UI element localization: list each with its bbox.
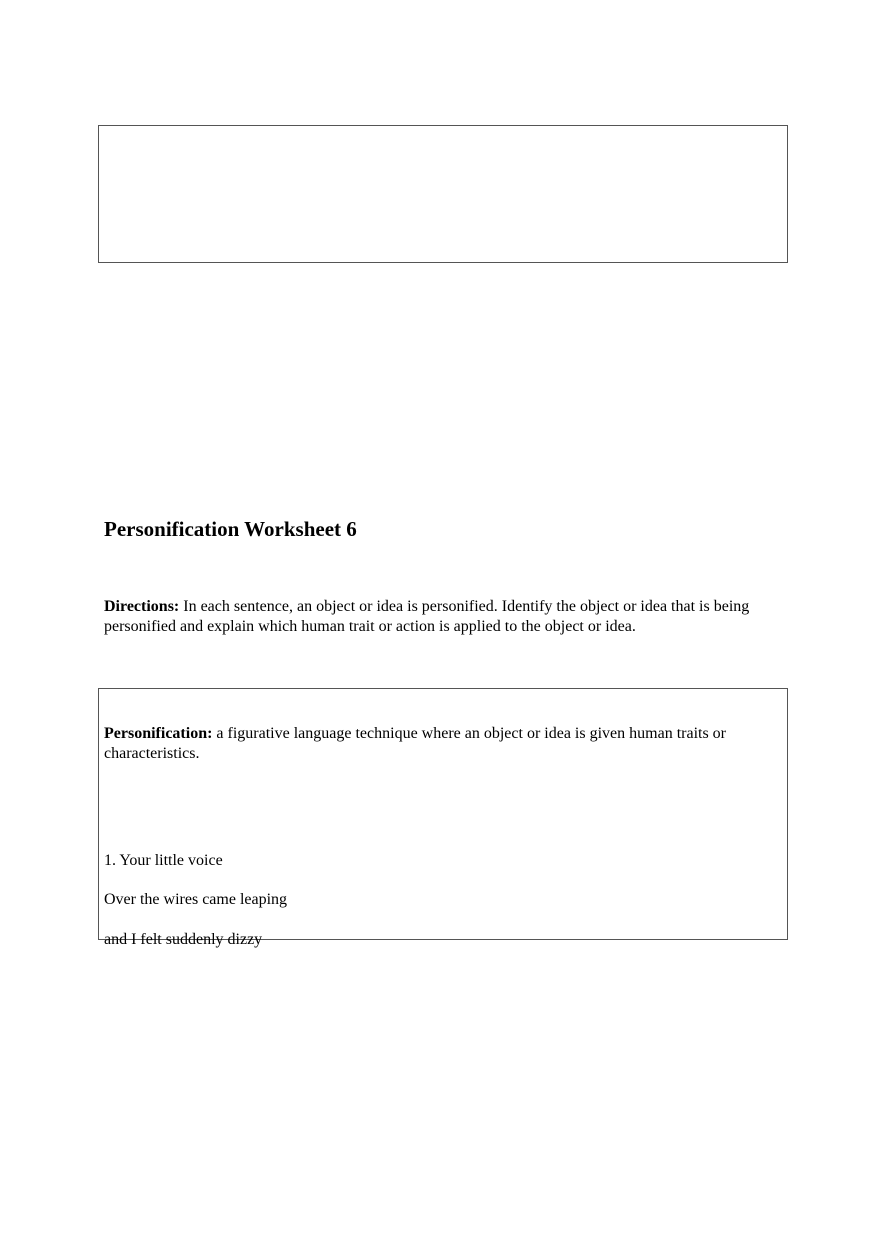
directions-paragraph [104, 597, 784, 637]
definition-paragraph [104, 724, 784, 764]
poem-line: and I felt suddenly dizzy [104, 931, 263, 948]
definition-label: Personification: [104, 725, 213, 742]
directions-text: In each sentence, an object or idea is personified. Identify the object or idea that is being personified and explain which human trait or action is applied to the object or idea. [104, 598, 750, 635]
poem-line: 1. Your little voice [104, 852, 223, 869]
page-title: Personification Worksheet 6 [104, 517, 357, 541]
directions-label: Directions: [104, 598, 180, 615]
header-box [98, 125, 788, 263]
poem-line: Over the wires came leaping [104, 891, 288, 908]
definition-text: a figurative language technique where an object or idea is given human traits or characteristics. [104, 725, 727, 762]
